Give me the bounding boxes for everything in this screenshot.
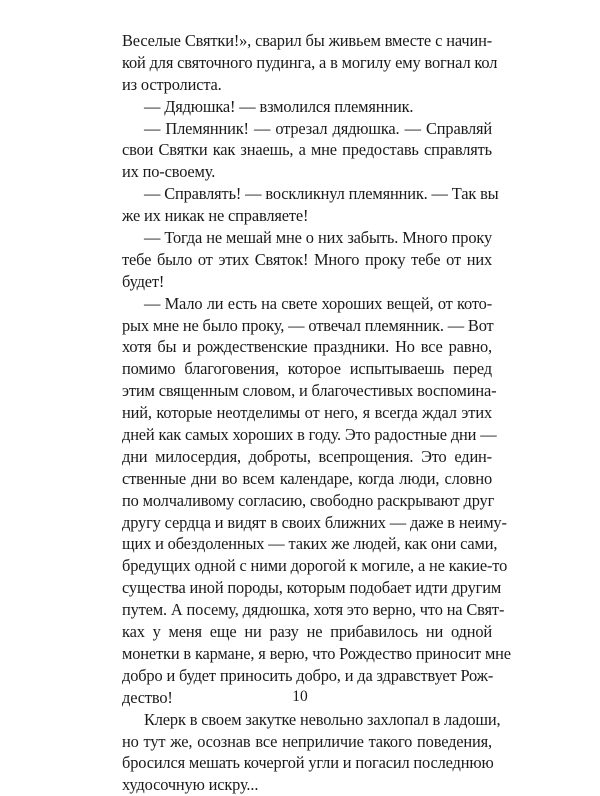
page-body-text [122,30,511,796]
text-line: монетки в кармане, я верю, что Рождество приносит мне [122,643,511,663]
paragraph [122,96,492,118]
page-number: 10 [292,688,308,705]
text-line: дество! [122,687,173,707]
text-line: ний, которые неотделимы от него, я всегда ждал этих [122,403,492,423]
text-line: же их никак не справляете! [122,206,309,226]
text-line: ках у меня еще ни разу не прибавилось ни одной [122,622,492,642]
text-line: дни милосердия, доброты, всепрощения. Это един- [122,446,492,466]
paragraph [122,293,511,709]
text-line: дней как самых хороших в году. Это радостные дни — [122,425,497,445]
text-line: кой для святочного пудинга, а в могилу ему вогнал кол [122,52,498,72]
text-line: бредущих одной с ними дорогой к могиле, а не какие-то [122,556,508,576]
text-line: существа иной породы, которым подобает идти другим [122,578,502,598]
text-line: добро и будет приносить добро, и да здравствует Рож- [122,665,494,685]
paragraph [122,709,501,796]
text-line: помимо благоговения, которое испытываешь перед [122,359,492,379]
text-line: рых мне не было проку, — отвечал племянник. — Вот [122,315,494,335]
text-line: худосочную искру... [122,775,259,795]
text-line: ственные дни во всем календаре, когда люди, словно [122,468,492,488]
text-line: будет! [122,271,165,291]
paragraph [122,118,492,184]
text-line: — Мало ли есть на свете хороших вещей, от кото- [144,293,492,313]
text-line: — Справлять! — воскликнул племянник. — Так вы [144,184,499,204]
paragraph [122,30,498,96]
paragraph [122,183,499,227]
text-line: путем. А посему, дядюшка, хотя это верно, что на Свят- [122,600,505,620]
text-line: тебе было от этих Святок! Много проку тебе от них [122,249,492,269]
text-line: Клерк в своем закутке невольно захлопал в ладоши, [144,709,501,729]
text-line: — Дядюшка! — взмолился племянник. [144,96,414,116]
paragraph [122,227,492,293]
text-line: но тут же, осознав все неприличие такого поведения, [122,731,492,751]
text-line: щих и обездоленных — таких же людей, как они сами, [122,534,498,554]
text-line: по молчаливому согласию, свободно раскрывают друг [122,490,495,510]
text-line: свои Святки как знаешь, а мне предоставь справлять [122,140,492,160]
text-line: Веселые Святки!», сварил бы живьем вместе с начин- [122,31,492,50]
text-line: другу сердца и видят в своих ближних — даже в неиму- [122,512,507,532]
text-line: — Племянник! — отрезал дядюшка. — Справляй [144,118,492,138]
text-line: этим священным словом, и благочестивых воспомина- [122,381,497,401]
text-line: бросился мешать кочергой угли и погасил последнюю [122,753,494,773]
text-line: — Тогда не мешай мне о них забыть. Много проку [144,228,492,248]
text-line: их по-своему. [122,162,216,182]
text-line: хотя бы и рождественские праздники. Но все равно, [122,337,492,357]
text-line: из остролиста. [122,74,222,94]
